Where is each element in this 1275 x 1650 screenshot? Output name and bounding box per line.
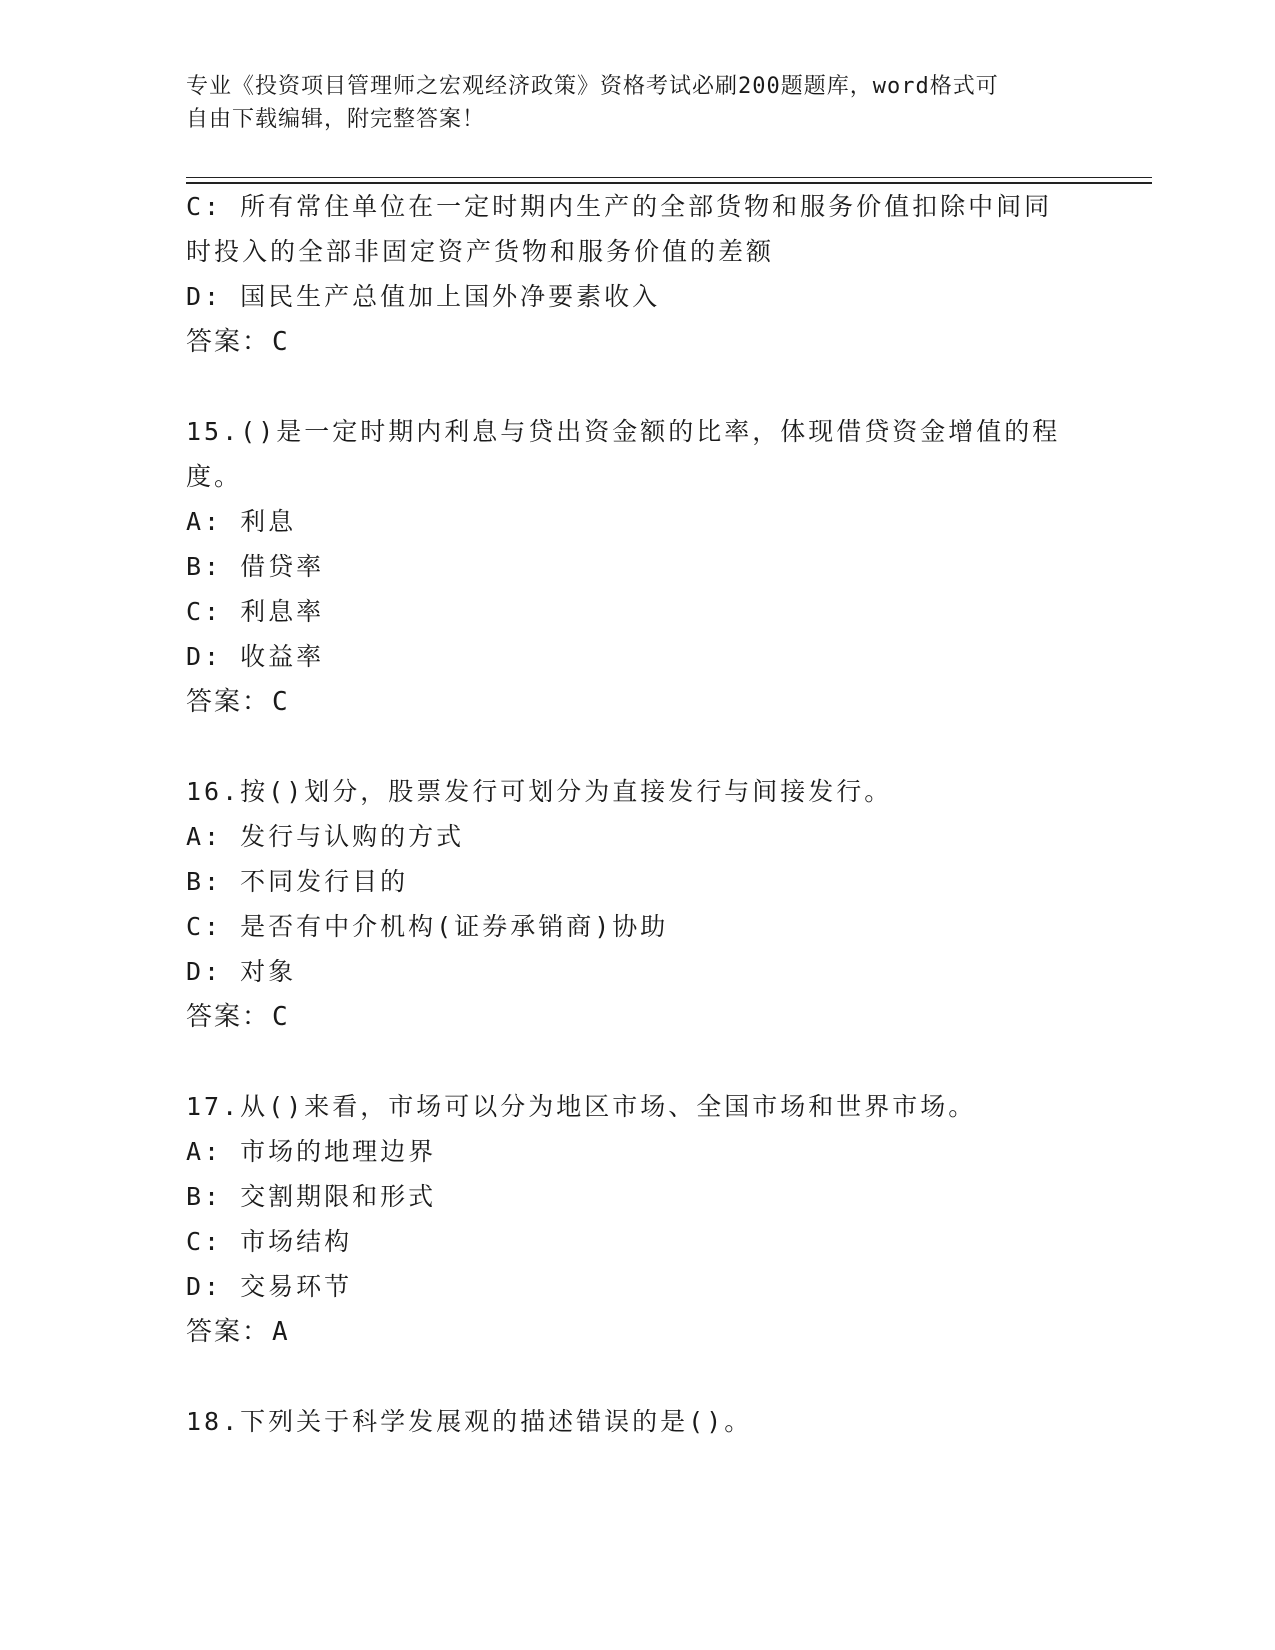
answer-value: C: [272, 327, 290, 357]
header-line-2: 自由下载编辑，附完整答案！: [186, 107, 486, 132]
option-d: D: 交易环节: [186, 1272, 353, 1301]
answer-value: C: [272, 1002, 290, 1032]
option-c-line-2: 时投入的全部非固定资产货物和服务价值的差额: [186, 237, 775, 266]
option-c: C: 市场结构: [186, 1227, 353, 1256]
question-15-line-2: 度。: [186, 462, 243, 491]
option-c: C: 利息率: [186, 597, 325, 626]
option-c: C: 是否有中介机构(证券承销商)协助: [186, 912, 669, 941]
option-a: A: 市场的地理边界: [186, 1137, 437, 1166]
question-17: 17.从()来看，市场可以分为地区市场、全国市场和世界市场。: [186, 1092, 977, 1121]
question-15-line-1: 15.()是一定时期内利息与贷出资金额的比率，体现借贷资金增值的程: [186, 417, 1061, 446]
option-a: A: 利息: [186, 507, 297, 536]
option-b: B: 交割期限和形式: [186, 1182, 437, 1211]
answer: [186, 684, 290, 720]
question-16: 16.按()划分，股票发行可划分为直接发行与间接发行。: [186, 777, 893, 806]
option-d: D: 对象: [186, 957, 297, 986]
header-divider-thick: [186, 182, 1152, 184]
option-d: D: 收益率: [186, 642, 325, 671]
answer-label: 答案：: [186, 687, 271, 717]
answer-value: C: [272, 687, 290, 717]
answer-label: 答案：: [186, 1002, 271, 1032]
answer-label: 答案：: [186, 1317, 271, 1347]
answer-label: 答案：: [186, 327, 271, 357]
answer: [186, 999, 290, 1035]
option-b: B: 借贷率: [186, 552, 325, 581]
document-header: [186, 70, 1086, 136]
option-d: D: 国民生产总值加上国外净要素收入: [186, 282, 661, 311]
answer: [186, 324, 290, 360]
question-18: 18.下列关于科学发展观的描述错误的是()。: [186, 1407, 753, 1436]
option-c-line-1: C: 所有常住单位在一定时期内生产的全部货物和服务价值扣除中间同: [186, 192, 1053, 221]
option-b: B: 不同发行目的: [186, 867, 409, 896]
header-divider-thin: [186, 177, 1152, 178]
answer: [186, 1314, 290, 1350]
answer-value: A: [272, 1317, 290, 1347]
header-line-1: 专业《投资项目管理师之宏观经济政策》资格考试必刷200题题库，word格式可: [186, 74, 999, 99]
option-a: A: 发行与认购的方式: [186, 822, 465, 851]
